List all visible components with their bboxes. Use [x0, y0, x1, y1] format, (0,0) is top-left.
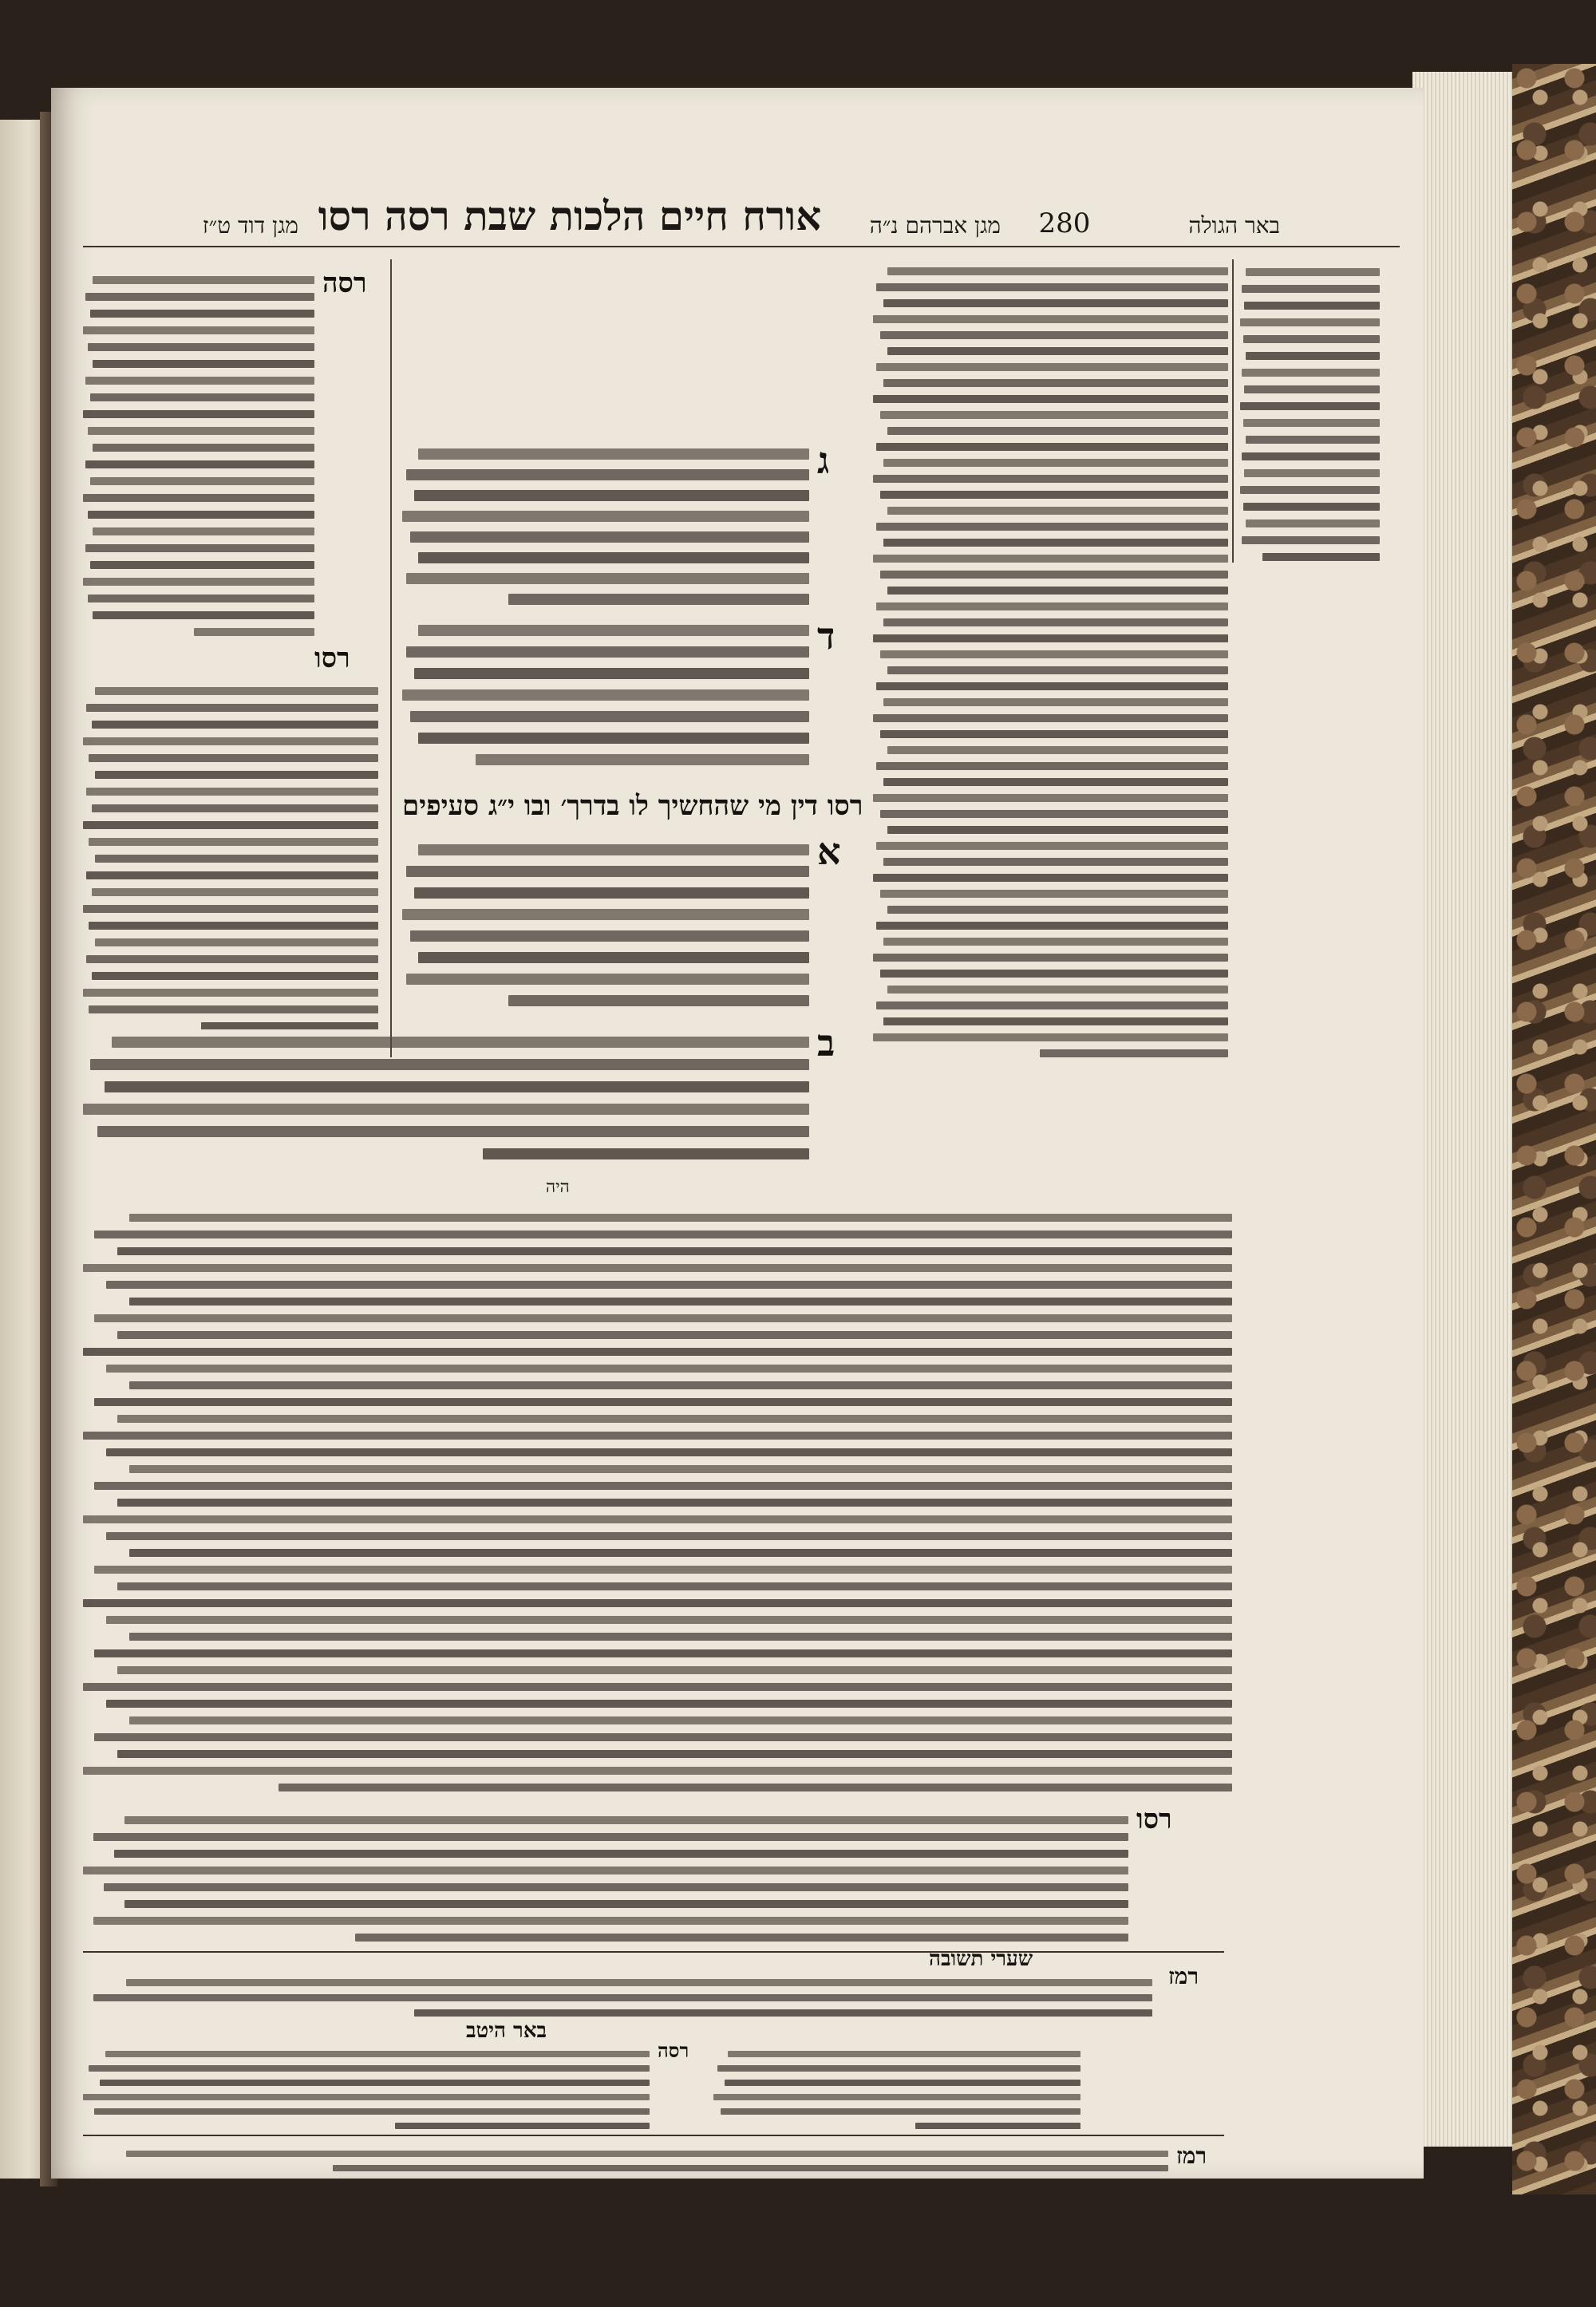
seif-bet-label: ב: [817, 1021, 836, 1065]
footnote-rule: [83, 2135, 1224, 2136]
text-line: [728, 2051, 1080, 2057]
text-line: [880, 890, 1228, 898]
text-line: [887, 507, 1228, 515]
lower-left-label-2: רמז: [1176, 2143, 1207, 2169]
text-line: [83, 989, 378, 997]
text-line: [106, 1532, 1232, 1540]
text-line: [725, 2080, 1080, 2086]
text-line: [1262, 553, 1380, 561]
text-line: [414, 668, 809, 679]
text-line: [124, 1900, 1128, 1908]
text-line: [883, 1017, 1228, 1025]
text-line: [418, 952, 809, 963]
text-line: [887, 587, 1228, 595]
taz-column: [83, 267, 314, 642]
text-line: [88, 343, 314, 351]
text-line: [873, 475, 1228, 483]
text-line: [883, 459, 1228, 467]
text-line: [83, 410, 314, 418]
text-line: [887, 427, 1228, 435]
text-line: [90, 561, 314, 569]
text-line: [876, 283, 1228, 291]
text-line: [94, 1231, 1232, 1238]
text-line: [83, 326, 314, 334]
text-line: [402, 511, 809, 522]
text-line: [117, 1582, 1232, 1590]
text-line: [418, 625, 809, 636]
text-line: [90, 477, 314, 485]
text-line: [876, 602, 1228, 610]
text-line: [124, 1816, 1128, 1824]
text-line: [887, 267, 1228, 275]
text-line: [883, 299, 1228, 307]
shaarei-teshuvah-heading: שערי תשובה: [929, 1947, 1033, 1971]
text-line: [129, 1716, 1232, 1724]
text-line: [83, 1767, 1232, 1775]
text-line: [1246, 519, 1380, 527]
text-line: [105, 1081, 809, 1092]
magen-avraham-continuation: [83, 1205, 1232, 1795]
text-line: [1242, 536, 1380, 544]
text-line: [94, 1566, 1232, 1574]
text-line: [83, 1599, 1232, 1607]
text-line: [873, 555, 1228, 563]
text-line: [873, 634, 1228, 642]
text-line: [89, 838, 378, 846]
text-line: [86, 788, 378, 796]
text-line: [106, 1700, 1232, 1708]
text-line: [95, 855, 378, 863]
text-line: [112, 1037, 809, 1048]
header-magen-avraham: מגן אברהם נ״ה: [869, 212, 1001, 239]
text-line: [117, 1331, 1232, 1339]
text-line: [88, 511, 314, 519]
text-line: [883, 698, 1228, 706]
text-line: [1243, 335, 1381, 343]
text-line: [83, 1515, 1232, 1523]
text-line: [395, 2123, 650, 2129]
text-line: [89, 922, 378, 930]
text-line: [95, 938, 378, 946]
text-line: [83, 737, 378, 745]
text-line: [106, 1448, 1232, 1456]
text-line: [873, 395, 1228, 403]
hayah-catchword: היה: [546, 1177, 570, 1196]
text-line: [117, 1247, 1232, 1255]
text-line: [1246, 352, 1380, 360]
text-line: [1240, 318, 1380, 326]
text-line: [129, 1633, 1232, 1641]
text-line: [83, 905, 378, 913]
page-title: אורח חיים הלכות שבת רסה רסו: [318, 192, 822, 239]
header-rule: [83, 246, 1400, 247]
text-line: [105, 2051, 650, 2057]
text-line: [876, 922, 1228, 930]
text-line: [93, 360, 314, 368]
text-line: [876, 443, 1228, 451]
text-line: [355, 1934, 1128, 1942]
text-line: [402, 689, 809, 701]
text-line: [883, 379, 1228, 387]
text-line: [93, 1917, 1128, 1925]
beer-heitev-column-left: [83, 2043, 650, 2131]
text-line: [94, 1482, 1232, 1490]
text-line: [83, 821, 378, 829]
text-line: [94, 2108, 650, 2115]
header-beer-hagolah: באר הגולה: [1188, 212, 1280, 239]
text-line: [93, 444, 314, 452]
page-number: 280: [1038, 207, 1091, 239]
text-line: [88, 427, 314, 435]
text-line: [117, 1499, 1232, 1507]
text-line: [83, 1432, 1232, 1440]
siman-266-heading: רסו דין מי שהחשיך לו בדרך׳ ובו י״ג סעיפים: [402, 790, 863, 822]
text-line: [1246, 436, 1380, 444]
text-line: [873, 714, 1228, 722]
header-magen-david: מגן דוד ט״ז: [202, 212, 298, 239]
text-line: [876, 523, 1228, 531]
text-line: [414, 887, 809, 899]
text-line: [1242, 369, 1380, 377]
footnotes-text: [83, 2143, 1168, 2175]
text-line: [86, 704, 378, 712]
text-line: [1242, 452, 1380, 460]
text-line: [95, 771, 378, 779]
text-line: [876, 363, 1228, 371]
text-line: [873, 794, 1228, 802]
text-line: [86, 955, 378, 963]
text-line: [93, 1833, 1128, 1841]
text-line: [333, 2165, 1168, 2171]
marbled-cover: [1512, 64, 1596, 2194]
text-line: [106, 1616, 1232, 1624]
text-line: [117, 1666, 1232, 1674]
text-line: [90, 393, 314, 401]
text-line: [83, 1348, 1232, 1356]
text-line: [95, 687, 378, 695]
taz-label-266: רסו: [314, 642, 350, 674]
text-line: [1244, 302, 1380, 310]
text-line: [418, 552, 809, 563]
text-line: [883, 938, 1228, 946]
text-line: [97, 1126, 809, 1137]
text-line: [406, 974, 809, 985]
text-line: [83, 2094, 650, 2100]
text-line: [83, 578, 314, 586]
text-line: [880, 810, 1228, 818]
text-line: [713, 2094, 1080, 2100]
text-line: [129, 1214, 1232, 1222]
text-line: [880, 730, 1228, 738]
text-line: [83, 1683, 1232, 1691]
text-line: [93, 276, 314, 284]
text-line: [406, 469, 809, 480]
text-line: [92, 972, 378, 980]
shaarei-teshuvah-text: [83, 1971, 1152, 2019]
column-divider: [1232, 259, 1234, 563]
seif-aleph-label: א: [817, 830, 841, 873]
text-line: [92, 804, 378, 812]
text-line: [406, 573, 809, 584]
beer-heitev-heading: באר היטב: [466, 2019, 547, 2043]
text-line: [883, 539, 1228, 547]
text-line: [887, 986, 1228, 994]
text-line: [887, 347, 1228, 355]
text-line: [1240, 402, 1380, 410]
text-line: [114, 1850, 1128, 1858]
beer-heitev-column-right: [713, 2043, 1080, 2131]
text-line: [883, 618, 1228, 626]
main-text-siman-266: [402, 834, 809, 1009]
text-line: [876, 842, 1228, 850]
text-line: [406, 866, 809, 877]
text-line: [402, 909, 809, 920]
text-line: [92, 721, 378, 729]
text-line: [89, 754, 378, 762]
column-divider: [390, 259, 392, 1057]
text-line: [883, 778, 1228, 786]
text-line: [880, 411, 1228, 419]
text-line: [83, 1104, 809, 1115]
text-line: [100, 2080, 650, 2086]
beer-hagolah-column: [1240, 259, 1380, 563]
text-line: [880, 331, 1228, 339]
text-line: [85, 460, 314, 468]
lower-left-label-1: רמז: [1168, 1963, 1199, 1989]
text-line: [508, 594, 809, 605]
text-line: [887, 666, 1228, 674]
text-line: [85, 377, 314, 385]
main-text-full-width: [83, 1025, 809, 1165]
text-line: [876, 682, 1228, 690]
text-line: [410, 711, 809, 722]
magen-avraham-column: [873, 259, 1228, 1073]
text-line: [418, 733, 809, 744]
section-rule: [83, 1951, 1224, 1953]
text-line: [194, 628, 314, 636]
text-line: [1244, 469, 1380, 477]
text-line: [873, 954, 1228, 962]
text-line: [1242, 285, 1380, 293]
text-line: [89, 2065, 650, 2072]
text-line: [887, 906, 1228, 914]
text-line: [418, 844, 809, 855]
text-line: [93, 1994, 1152, 2001]
text-line: [129, 1298, 1232, 1306]
text-line: [90, 310, 314, 318]
text-line: [418, 448, 809, 460]
taz-label-265: רסה: [322, 267, 367, 299]
text-line: [887, 746, 1228, 754]
text-line: [86, 871, 378, 879]
text-line: [83, 1867, 1128, 1874]
text-line: [410, 531, 809, 543]
text-line: [93, 527, 314, 535]
text-line: [721, 2108, 1080, 2115]
text-line: [880, 491, 1228, 499]
text-line: [1240, 486, 1380, 494]
text-line: [92, 888, 378, 896]
text-line: [915, 2123, 1080, 2129]
text-line: [883, 858, 1228, 866]
text-line: [88, 595, 314, 602]
text-line: [880, 970, 1228, 978]
text-line: [279, 1784, 1232, 1791]
book-page: [51, 88, 1424, 2179]
text-line: [876, 1001, 1228, 1009]
text-line: [476, 754, 809, 765]
text-line: [508, 995, 809, 1006]
text-line: [873, 315, 1228, 323]
text-line: [89, 1005, 378, 1013]
text-line: [126, 1979, 1152, 1986]
text-line: [129, 1465, 1232, 1473]
main-text-seif-dalet: [402, 614, 809, 774]
taz-266-label: רסו: [1136, 1803, 1172, 1835]
text-line: [94, 1398, 1232, 1406]
text-line: [126, 2151, 1168, 2157]
text-line: [1246, 268, 1380, 276]
taz-266-wide: [83, 1807, 1128, 1943]
seif-gimel-label: ג: [817, 439, 830, 482]
main-text-siman-265: [402, 439, 809, 606]
text-line: [414, 490, 809, 501]
text-line: [410, 930, 809, 942]
seif-dalet-label: ד: [817, 614, 836, 658]
text-line: [880, 650, 1228, 658]
text-line: [406, 646, 809, 658]
text-line: [117, 1415, 1232, 1423]
text-line: [1040, 1049, 1228, 1057]
text-line: [94, 1733, 1232, 1741]
text-line: [717, 2065, 1080, 2072]
text-line: [104, 1883, 1128, 1891]
text-line: [887, 826, 1228, 834]
text-line: [873, 1033, 1228, 1041]
text-line: [414, 2009, 1152, 2017]
text-line: [483, 1148, 810, 1159]
text-line: [93, 611, 314, 619]
text-line: [85, 544, 314, 552]
text-line: [90, 1059, 809, 1070]
text-line: [880, 571, 1228, 579]
text-line: [85, 293, 314, 301]
text-line: [129, 1549, 1232, 1557]
text-line: [106, 1365, 1232, 1373]
text-line: [129, 1381, 1232, 1389]
text-line: [873, 874, 1228, 882]
text-line: [1243, 503, 1381, 511]
taz-column-266: [83, 678, 378, 1029]
text-line: [117, 1750, 1232, 1758]
text-line: [1244, 385, 1380, 393]
text-line: [83, 1264, 1232, 1272]
text-line: [94, 1649, 1232, 1657]
text-line: [94, 1314, 1232, 1322]
text-line: [1243, 419, 1381, 427]
text-line: [83, 494, 314, 502]
text-line: [106, 1281, 1232, 1289]
beer-heitev-siman: רסה: [658, 2039, 689, 2062]
text-line: [876, 762, 1228, 770]
